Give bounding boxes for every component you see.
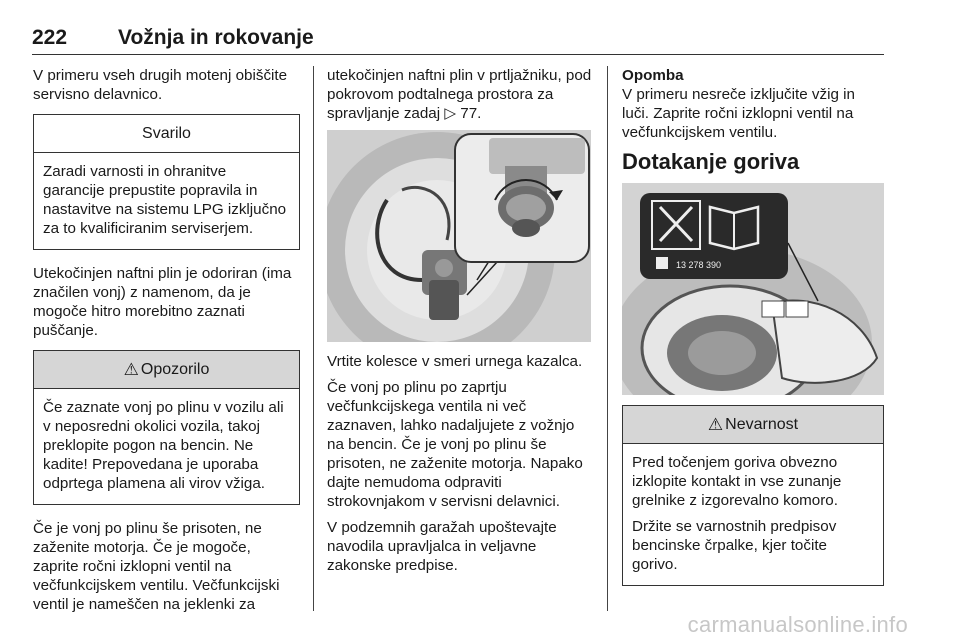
notice-box — [33, 114, 300, 250]
label-part-number: 13 278 390 — [676, 260, 722, 270]
odor-paragraph: Utekočinjen naftni plin je odoriran (ima značilen vonj) z namenom, da je mogoče hitro morebitno zaznati puščanje. — [33, 265, 292, 339]
continued-paragraph: utekočinjen naftni plin v prtljažniku, pod pokrovom podtalnega prostora za spravljanje zadaj ▷ 77. — [327, 67, 592, 122]
column-divider — [607, 66, 608, 611]
lpg-valve-illustration — [327, 130, 591, 342]
section-title: Dotakanje goriva — [622, 149, 800, 174]
danger-box-header — [623, 406, 883, 444]
note-text: V primeru nesreče izključite vžig in luči. Zaprite ročni izklopni ventil na večfunkcijskem ventilu. — [622, 86, 855, 141]
column-left — [33, 66, 300, 621]
close-valve-paragraph: Če vonj po plinu po zaprtju večfunkcijskega ventila ni več zaznaven, lahko nadaljujete z vožnjo na bencin. Če je vonj po plinu še prisoten, ne zaženite motorja. Napako dajte nemudoma odpraviti strokovnjakom v servisni delavnici. — [327, 379, 583, 510]
danger-box-text-1: Pred točenjem goriva obvezno izklopite kontakt in vse zunanje grelnike z izgorevalno komoro. — [632, 454, 842, 509]
page-number: 222 — [32, 26, 68, 49]
warning-triangle-icon: ⚠ — [123, 360, 139, 379]
turn-wheel-paragraph: Vrtite kolesce v smeri urnega kazalca. — [327, 353, 583, 370]
fuel-flap-illustration — [622, 183, 884, 395]
page-title: Vožnja in rokovanje — [118, 26, 314, 49]
danger-box — [622, 405, 884, 586]
notice-box-text: Zaradi varnosti in ohranitve garancije prepustite popravila in nastavitve na sistemu LPG izključno za to kvalificiranim serviserjem. — [43, 163, 287, 237]
column-divider — [313, 66, 314, 611]
danger-box-title: Nevarnost — [725, 416, 799, 433]
warning-box-title: Opozorilo — [140, 361, 210, 378]
warning-box — [33, 350, 300, 505]
warning-box-text: Če zaznate vonj po plinu v vozilu ali v neposredni okolici vozila, takoj preklopite pogon na bencin. Ne kadite! Prepovedana je uporaba odprtega plamena ali virov vžiga. — [43, 399, 284, 492]
garage-paragraph: V podzemnih garažah upoštevajte navodila upravljalca in veljavne zakonske predpise. — [327, 519, 557, 574]
watermark: carmanualsonline.info — [687, 612, 908, 637]
danger-box-text-2: Držite se varnostnih predpisov bencinske črpalke, kjer točite gorivo. — [632, 518, 837, 573]
note-title: Opomba — [622, 67, 684, 84]
page-header — [32, 24, 884, 55]
notice-box-title: Svarilo — [34, 115, 299, 153]
warning-triangle-icon: ⚠ — [707, 415, 724, 434]
smell-paragraph: Če je vonj po plinu še prisoten, ne zaženite motorja. Če je mogoče, zaprite ročni izklopni ventil na večfunkcijskem ventilu. Večfunkcijski ventil je nameščen na jeklenki za — [33, 520, 280, 613]
warning-box-header — [34, 351, 299, 389]
column-middle — [327, 66, 595, 582]
column-right — [622, 66, 884, 600]
intro-paragraph: V primeru vseh drugih motenj obiščite servisno delavnico. — [33, 67, 288, 103]
